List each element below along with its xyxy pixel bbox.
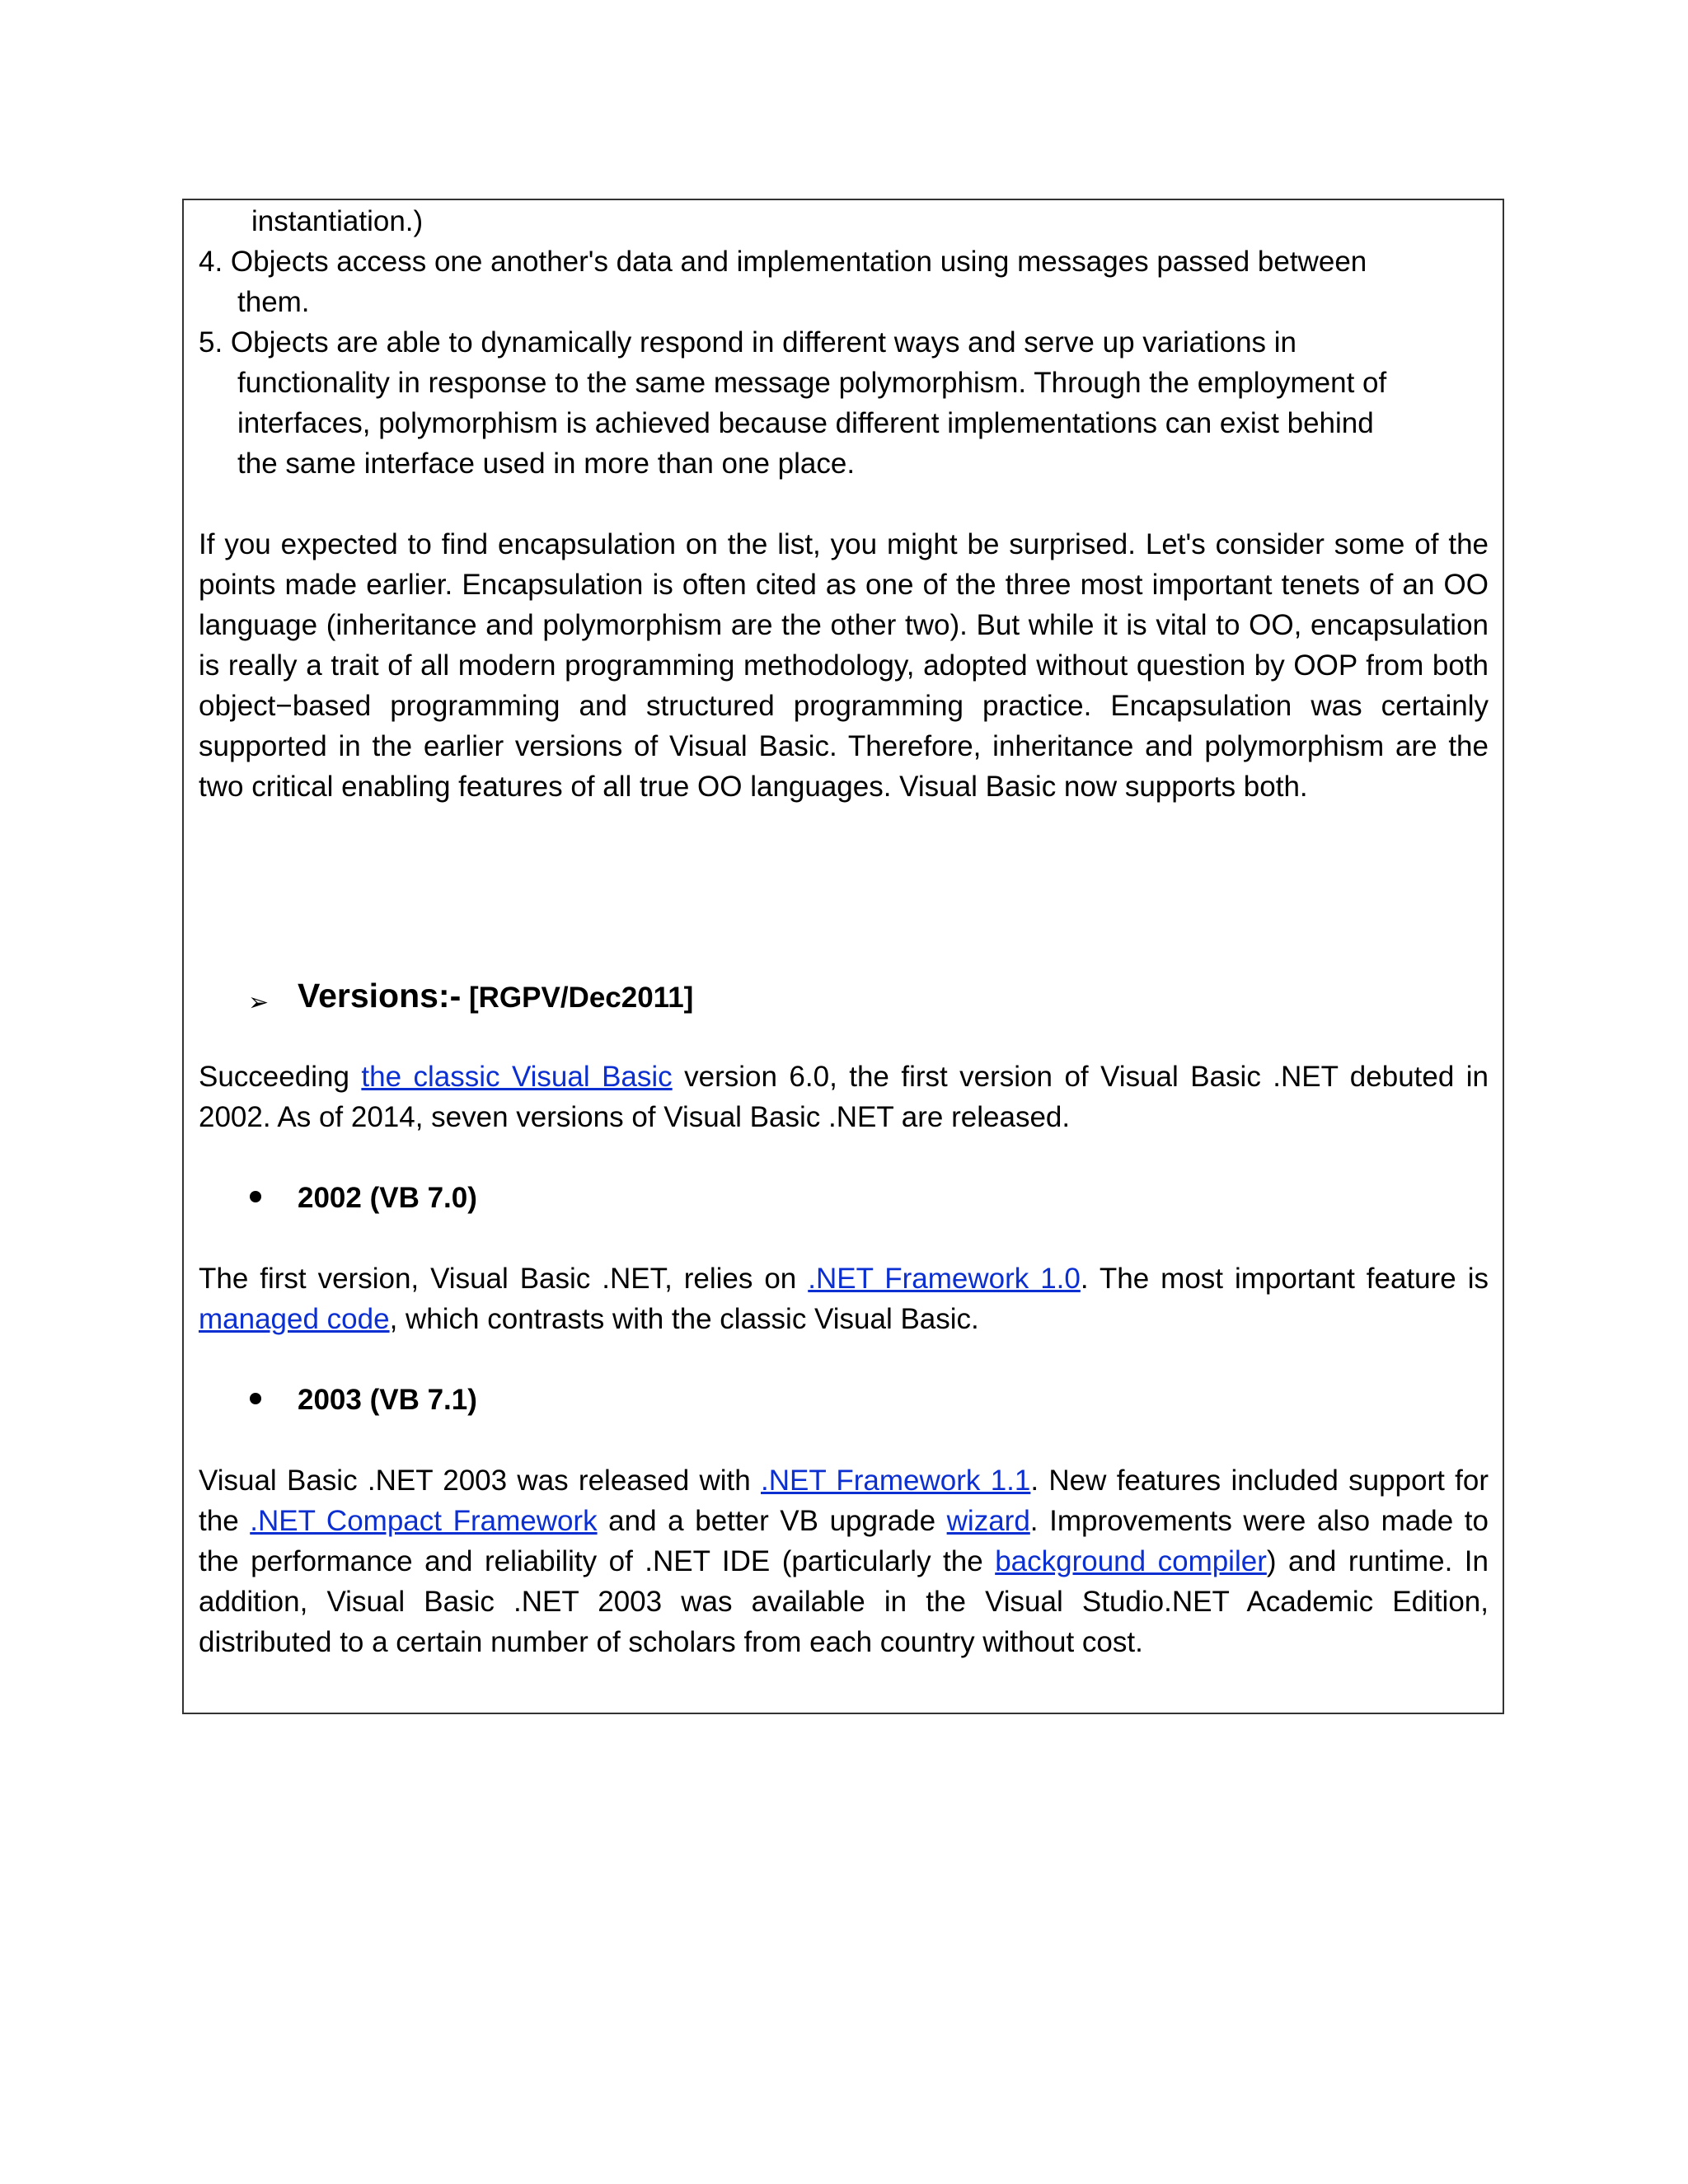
list-item-4-continuation: them.: [237, 286, 310, 318]
versions-heading-tag: [RGPV/Dec2011]: [468, 982, 694, 1014]
list-item-4: 4. Objects access one another's data and implementation using messages passed between: [199, 246, 1367, 278]
list-item-3-continuation: instantiation.): [251, 205, 424, 237]
spacer: [199, 1218, 1489, 1258]
spacer: [199, 484, 1489, 524]
version-2003-label: 2003 (VB 7.1): [298, 1384, 477, 1416]
net-compact-framework-link[interactable]: .NET Compact Framework: [250, 1505, 598, 1537]
v2003-text-4: . Improvements were also made to the performance and reliability of .NET IDE (particularly the: [199, 1505, 1489, 1577]
versions-intro-paragraph: [199, 1057, 1489, 1137]
net-framework-1-1-link[interactable]: .NET Framework 1.1: [761, 1465, 1031, 1497]
spacer: [199, 928, 1489, 976]
v2003-text-2: . New features included support for the: [199, 1465, 1489, 1537]
versions-heading-title: Versions:-: [298, 977, 462, 1015]
version-2002-label: 2002 (VB 7.0): [298, 1182, 477, 1214]
intro-text-post: version 6.0, the first version of Visual Basic .NET debuted in 2002. As of 2014, seven versions of Visual Basic .NET are released.: [199, 1061, 1489, 1133]
version-2002-paragraph: [199, 1258, 1489, 1339]
spacer: [199, 1025, 1489, 1057]
list-item-5-line-2: functionality in response to the same message polymorphism. Through the employment of: [237, 367, 1387, 399]
v2003-text-3: and a better VB upgrade: [597, 1505, 947, 1537]
spacer: [199, 1339, 1489, 1380]
intro-text-pre: Succeeding: [199, 1061, 362, 1093]
arrow-bullet-icon: ➢: [248, 989, 270, 1016]
versions-heading-row: [199, 976, 1489, 1025]
wizard-link[interactable]: wizard: [946, 1505, 1030, 1537]
list-item-5: 5. Objects are able to dynamically respond in different ways and serve up variations in: [199, 326, 1297, 359]
version-2002-bullet: [199, 1178, 1489, 1218]
versions-heading: [298, 976, 693, 1018]
spacer: [199, 1420, 1489, 1460]
spacer: [199, 807, 1489, 928]
version-2003-bullet: [199, 1380, 1489, 1420]
list-item-5-line-4: the same interface used in more than one place.: [237, 448, 856, 480]
bullet-dot-icon: [250, 1393, 261, 1404]
spacer: [199, 1137, 1489, 1178]
background-compiler-link[interactable]: background compiler: [995, 1545, 1267, 1577]
version-2003-paragraph: [199, 1460, 1489, 1662]
v2002-text-3: , which contrasts with the classic Visual Basic.: [389, 1303, 979, 1335]
list-item-5-line-3: interfaces, polymorphism is achieved because different implementations can exist behind: [237, 407, 1374, 439]
encapsulation-paragraph: If you expected to find encapsulation on the list, you might be surprised. Let's consider some of the points made earlier. Encapsulation is often cited as one of the three most important tenets of an OO language (inheritance and polymorphism are the other two). But while it is vital to OO, encapsulation is really a trait of all modern programming methodology, adopted without question by OOP from both object−based programming and structured programming practice. Encapsulation was certainly supported in the earlier versions of Visual Basic. Therefore, inheritance and polymorphism are the two critical enabling features of all true OO languages. Visual Basic now supports both.: [199, 528, 1489, 803]
bullet-dot-icon: [250, 1191, 261, 1202]
v2002-text-2: . The most important feature is: [1080, 1263, 1489, 1295]
classic-visual-basic-link[interactable]: the classic Visual Basic: [361, 1061, 673, 1093]
v2003-text-1: Visual Basic .NET 2003 was released with: [199, 1465, 762, 1497]
v2002-text-1: The first version, Visual Basic .NET, relies on: [199, 1263, 809, 1295]
v2003-text-5: ) and runtime. In addition, Visual Basic .NET 2003 was available in the Visual Studio.NET Academic Edition, distributed to a certain number of scholars from each country without cost.: [199, 1545, 1489, 1658]
document-body: [199, 201, 1489, 1662]
net-framework-1-0-link[interactable]: .NET Framework 1.0: [808, 1263, 1081, 1295]
managed-code-link[interactable]: managed code: [199, 1303, 390, 1335]
